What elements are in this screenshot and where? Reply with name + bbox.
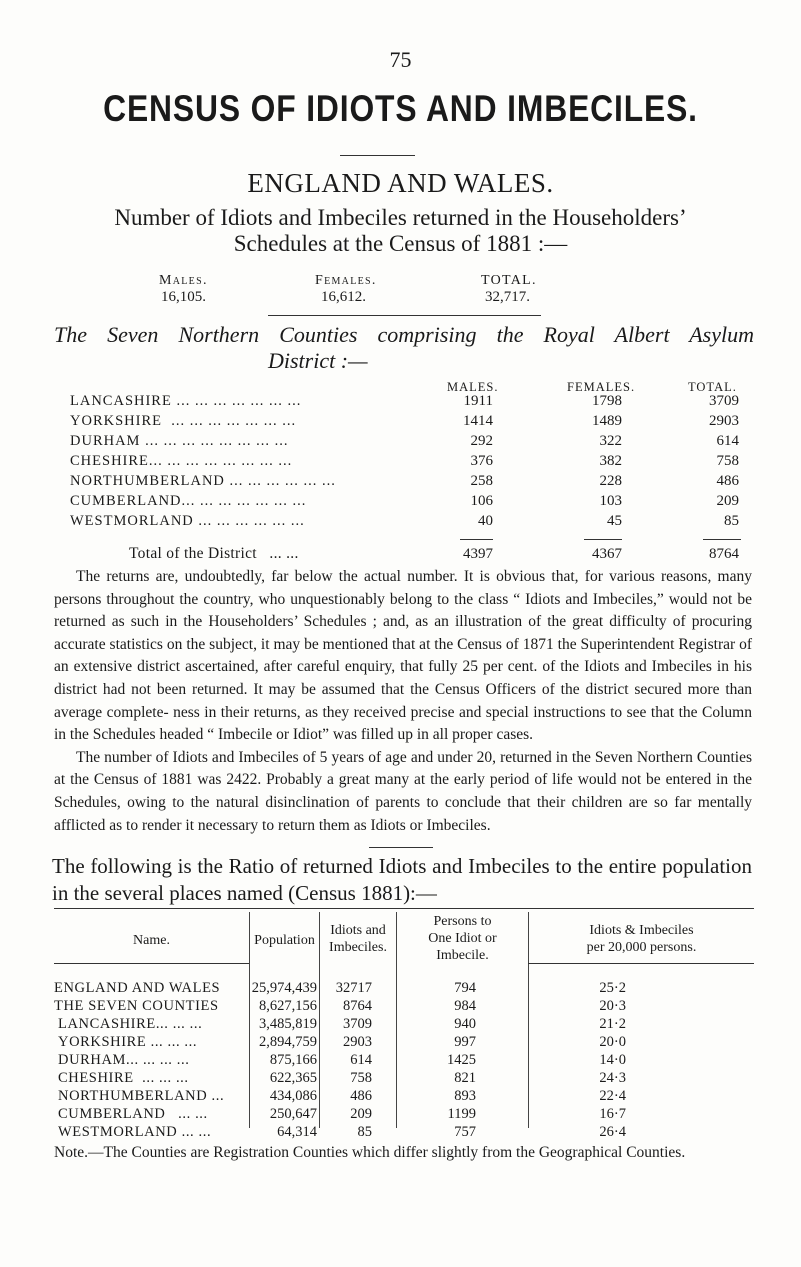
males-total: 16,105. — [161, 289, 206, 305]
header-persons-line: Persons to — [433, 914, 492, 929]
header-ratio-line: Idiots & Imbeciles — [589, 923, 694, 938]
idiots-value: 32717 — [335, 980, 372, 996]
males-value: 4397 — [463, 546, 493, 562]
place-name: CUMBERLAND ... ... — [58, 1106, 208, 1122]
place-name: CHESHIRE ... ... ... — [58, 1070, 189, 1086]
total-value: 3709 — [709, 393, 739, 409]
population-value: 434,086 — [269, 1088, 317, 1104]
total-value: 85 — [724, 513, 739, 529]
header-persons-line: One Idiot or — [428, 931, 497, 946]
sum-rule — [703, 539, 741, 540]
divider — [340, 155, 415, 156]
males-value: 1414 — [463, 413, 493, 429]
table-top-rule — [54, 908, 754, 909]
grand-total: 32,717. — [485, 289, 530, 305]
females-value: 382 — [599, 453, 622, 469]
ratio-value: 24·3 — [599, 1070, 626, 1086]
ratio-value: 20·0 — [599, 1034, 626, 1050]
body-text — [54, 566, 752, 837]
females-value: 1489 — [592, 413, 622, 429]
population-value: 3,485,819 — [259, 1016, 317, 1032]
females-value: 1798 — [592, 393, 622, 409]
header-name: Name. — [133, 933, 170, 948]
females-value: 228 — [599, 473, 622, 489]
ratio-intro: The following is the Ratio of returned Idiots and Imbeciles to the entire population in the several places named (Census 1881):— — [52, 854, 752, 905]
county-name: LANCASHIRE ... ... ... ... ... ... ... — [70, 393, 302, 409]
section-title: ENGLAND AND WALES. — [247, 168, 554, 198]
population-value: 622,365 — [269, 1070, 317, 1086]
place-name: DURHAM... ... ... ... — [58, 1052, 190, 1068]
place-name: WESTMORLAND ... ... — [58, 1124, 212, 1140]
total-value: 758 — [716, 453, 739, 469]
sum-rule — [460, 539, 493, 540]
footnote: Note.—The Counties are Registration Counties which differ slightly from the Geographical Counties. — [54, 1144, 686, 1161]
header-population: Population — [254, 933, 315, 948]
county-name: NORTHUMBERLAND ... ... ... ... ... ... — [70, 473, 336, 489]
northern-counties-heading: The Seven Northern Counties comprising the Royal Albert Asylum — [54, 322, 754, 347]
males-value: 292 — [470, 433, 493, 449]
total-row-label: Total of the District ... ... — [129, 545, 299, 562]
persons-value: 893 — [454, 1088, 476, 1104]
place-name: ENGLAND AND WALES — [54, 980, 221, 996]
idiots-value: 758 — [350, 1070, 372, 1086]
county-name: CUMBERLAND... ... ... ... ... ... ... — [70, 493, 307, 509]
header-persons-line: Imbecile. — [436, 948, 489, 963]
place-name: LANCASHIRE... ... ... — [58, 1016, 203, 1032]
population-value: 875,166 — [269, 1052, 317, 1068]
total-value: 209 — [716, 493, 739, 509]
total-value: 614 — [716, 433, 739, 449]
paragraph: The returns are, undoubtedly, far below the actual number. It is obvious that, for various reasons, many persons throughout the country, who unquestionably belong to the class “ Idiots and Imbeciles,” would not be returned as such in the Householders’ Schedules ; and, as an illustration of the great difficulty of procuring accurate statistics on the subject, it may be mentioned that at the Census of 1871 the Superintendent Registrar of an extensive district ascertained, after careful enquiry, that fully 25 per cent. of the Idiots and Imbeciles in his district had not been returned. It may be assumed that the Census Officers of the district secured more than average complete- ness in their returns, as they received precise and special instructions to see that the Column in the Schedules headed “ Imbecile or Idiot” was filled up in all proper cases. — [54, 568, 752, 744]
population-value: 8,627,156 — [259, 998, 317, 1014]
males-value: 106 — [470, 493, 493, 509]
ratio-value: 20·3 — [599, 998, 626, 1014]
total-value: 486 — [716, 473, 739, 489]
ratio-value: 14·0 — [599, 1052, 626, 1068]
idiots-value: 2903 — [343, 1034, 372, 1050]
total-value: 2903 — [709, 413, 739, 429]
divider — [268, 315, 541, 316]
total-label: TOTAL. — [481, 273, 537, 288]
persons-value: 997 — [454, 1034, 476, 1050]
idiots-value: 3709 — [343, 1016, 372, 1032]
description-line: Number of Idiots and Imbeciles returned in the Householders’ — [114, 205, 687, 230]
females-value: 103 — [599, 493, 622, 509]
header-idiots-line: Imbeciles. — [329, 940, 387, 955]
persons-value: 1199 — [447, 1106, 476, 1122]
population-value: 64,314 — [277, 1124, 317, 1140]
county-name: DURHAM ... ... ... ... ... ... ... ... — [70, 433, 289, 449]
county-name: YORKSHIRE ... ... ... ... ... ... ... — [70, 413, 297, 429]
females-total: 16,612. — [321, 289, 366, 305]
header-idiots — [320, 922, 396, 956]
males-label: Males. — [159, 273, 208, 288]
county-name: CHESHIRE... ... ... ... ... ... ... ... — [70, 453, 293, 469]
females-value: 322 — [599, 433, 622, 449]
males-value: 40 — [478, 513, 493, 529]
ratio-value: 21·2 — [599, 1016, 626, 1032]
description-line: Schedules at the Census of 1881 :— — [233, 231, 568, 256]
persons-value: 940 — [454, 1016, 476, 1032]
ratio-value: 26·4 — [599, 1124, 626, 1140]
ratio-value: 16·7 — [599, 1106, 626, 1122]
population-value: 250,647 — [269, 1106, 317, 1122]
page-title: CENSUS OF IDIOTS AND IMBECILES. — [103, 88, 698, 129]
population-value: 25,974,439 — [251, 980, 317, 996]
page-number: 75 — [389, 47, 412, 72]
idiots-value: 614 — [350, 1052, 372, 1068]
females-value: 4367 — [592, 546, 622, 562]
col-females: FEMALES. — [567, 380, 636, 394]
header-ratio — [529, 922, 754, 956]
total-value: 8764 — [709, 546, 739, 562]
place-name: NORTHUMBERLAND ... — [58, 1088, 225, 1104]
header-persons — [397, 913, 528, 964]
place-name: YORKSHIRE ... ... ... — [58, 1034, 198, 1050]
ratio-value: 25·2 — [599, 980, 626, 996]
idiots-value: 209 — [350, 1106, 372, 1122]
persons-value: 757 — [454, 1124, 476, 1140]
persons-value: 1425 — [447, 1052, 476, 1068]
col-total: TOTAL. — [688, 380, 737, 394]
idiots-value: 486 — [350, 1088, 372, 1104]
header-rule — [54, 963, 249, 964]
sum-rule — [584, 539, 622, 540]
header-ratio-line: per 20,000 persons. — [586, 940, 697, 955]
col-males: MALES. — [447, 380, 499, 394]
idiots-value: 8764 — [343, 998, 372, 1014]
idiots-value: 85 — [357, 1124, 372, 1140]
population-value: 2,894,759 — [259, 1034, 317, 1050]
males-value: 258 — [470, 473, 493, 489]
females-value: 45 — [607, 513, 622, 529]
persons-value: 984 — [454, 998, 476, 1014]
persons-value: 821 — [454, 1070, 476, 1086]
males-value: 1911 — [463, 393, 493, 409]
males-value: 376 — [470, 453, 493, 469]
paragraph: The number of Idiots and Imbeciles of 5 years of age and under 20, returned in the Seven Northern Counties at the Census of 1881 was 2422. Probably a great many at the early period of life would not be entered in the Schedules, owing to the natural disinclination of parents to conclude that their children are so far mentally afflicted as to render it necessary to return them as Idiots or Imbeciles. — [54, 748, 752, 834]
divider — [369, 847, 433, 848]
northern-counties-heading-cont: District :— — [268, 348, 368, 373]
county-name: WESTMORLAND ... ... ... ... ... ... — [70, 513, 305, 529]
females-label: Females. — [315, 273, 377, 288]
ratio-value: 22·4 — [599, 1088, 626, 1104]
header-rule — [528, 963, 754, 964]
place-name: THE SEVEN COUNTIES — [54, 998, 219, 1014]
persons-value: 794 — [454, 980, 476, 996]
header-idiots-line: Idiots and — [330, 923, 386, 938]
